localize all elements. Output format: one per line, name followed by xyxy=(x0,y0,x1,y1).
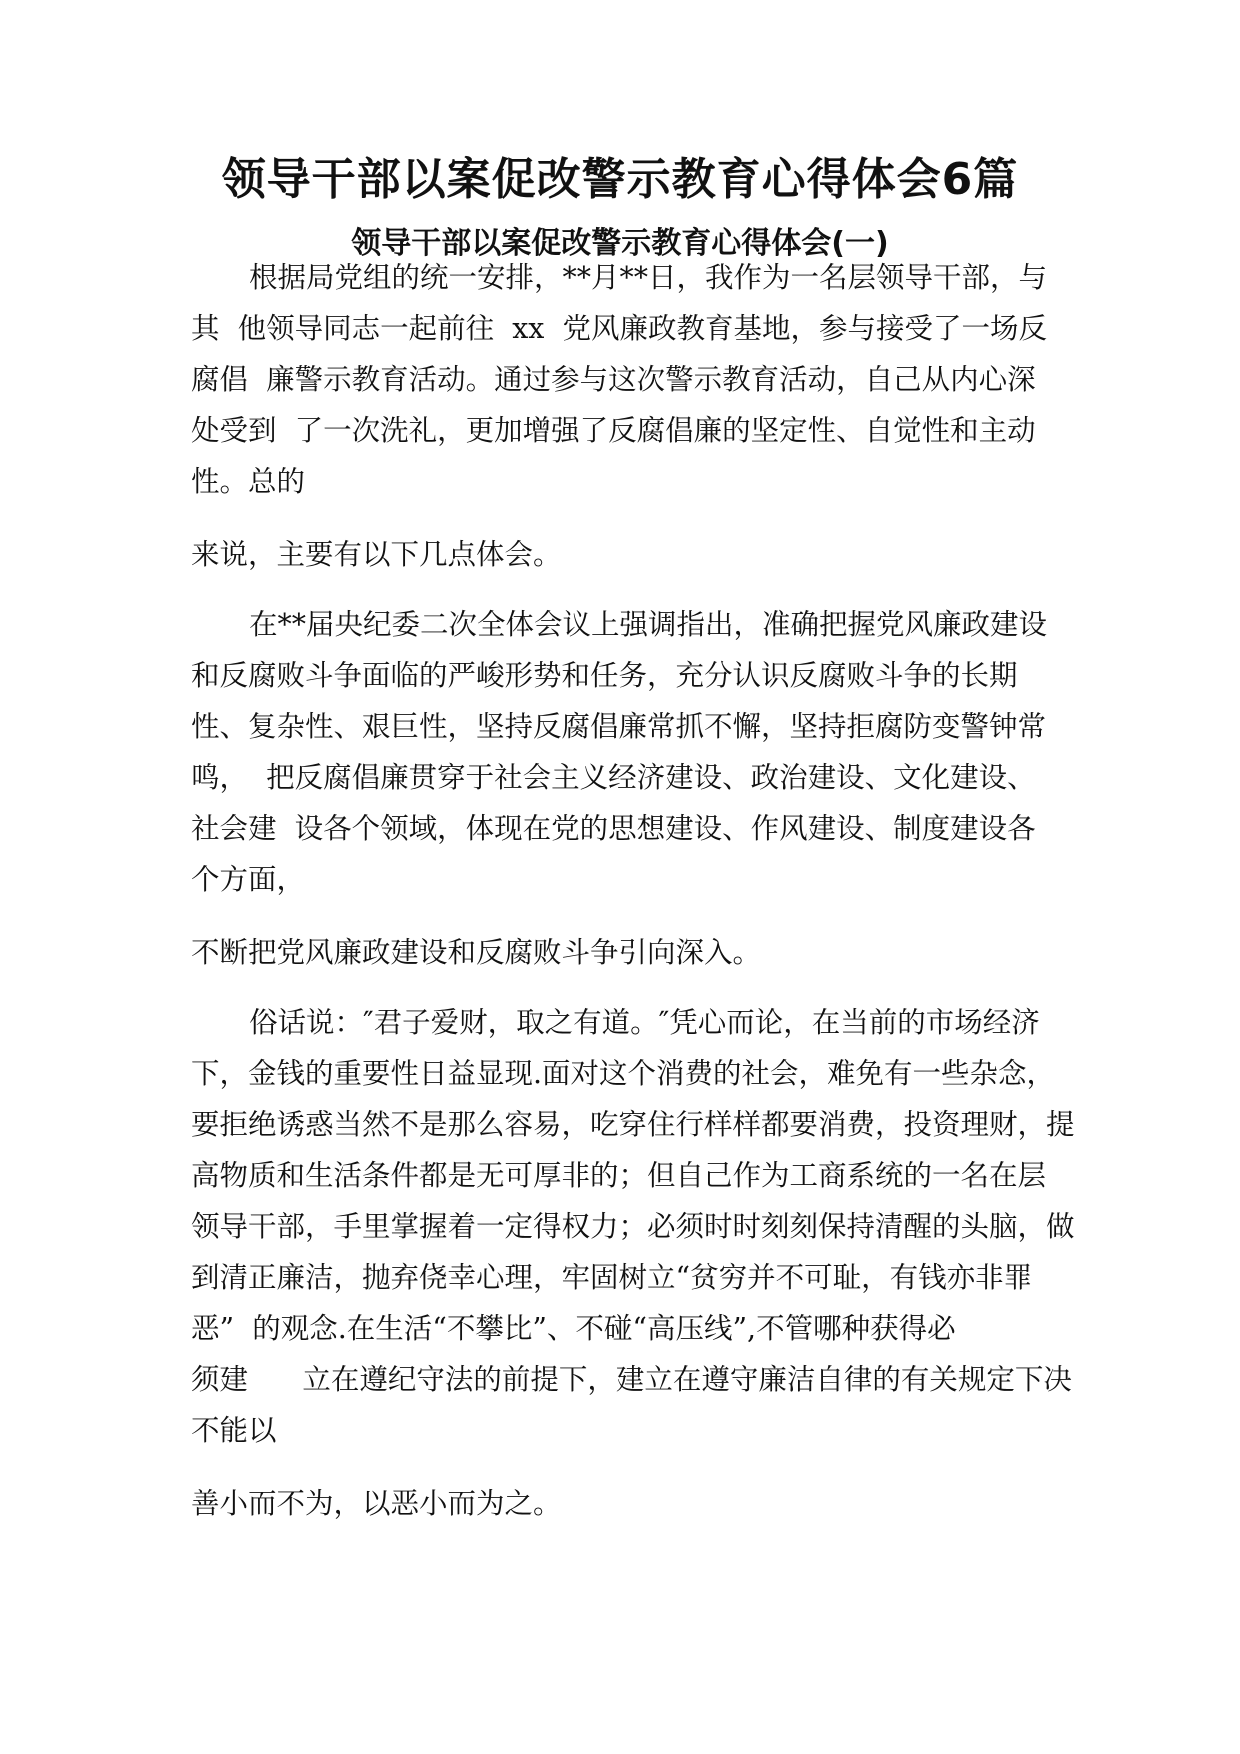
text-line: 到清正廉洁，抛弃侥幸心理，牢固树立“贫穷并不可耻，有钱亦非罪 xyxy=(191,1261,1033,1294)
text-line: 性。总的 xyxy=(191,465,306,498)
text-line: 不能以 xyxy=(191,1414,277,1447)
document-title: 领导干部以案促改警示教育心得体会6篇 xyxy=(221,154,1019,205)
text-line: 恶” 的观念.在生活“不攀比”、不碰“高压线”,不管哪种获得必 xyxy=(191,1312,956,1345)
text-line: 须建 立在遵纪守法的前提下，建立在遵守廉洁自律的有关规定下决 xyxy=(191,1363,1072,1396)
text-line: 在**届央纪委二次全体会议上强调指出，准确把握党风廉政建设 xyxy=(249,608,1048,641)
text-line: 鸣， 把反腐倡廉贯穿于社会主义经济建设、政治建设、文化建设、 xyxy=(191,761,1036,794)
text-line: 俗话说：″君子爱财，取之有道。″凭心而论，在当前的市场经济 xyxy=(249,1006,1040,1039)
text-line: 要拒绝诱惑当然不是那么容易，吃穿住行样样都要消费，投资理财，提 xyxy=(191,1108,1075,1141)
text-line: 处受到 了一次洗礼，更加增强了反腐倡廉的坚定性、自觉性和主动 xyxy=(191,414,1036,447)
text-line: 领导干部，手里掌握着一定得权力；必须时时刻刻保持清醒的头脑，做 xyxy=(191,1210,1075,1243)
text-line: 下，金钱的重要性日益显现.面对这个消费的社会，难免有一些杂念， xyxy=(191,1057,1056,1090)
text-line: 其 他领导同志一起前往 xx 党风廉政教育基地，参与接受了一场反 xyxy=(191,312,1048,345)
text-line: 高物质和生活条件都是无可厚非的；但自己作为工商系统的一名在层 xyxy=(191,1159,1047,1192)
text-line: 社会建 设各个领域，体现在党的思想建设、作风建设、制度建设各 xyxy=(191,812,1036,845)
text-line: 性、复杂性、艰巨性，坚持反腐倡廉常抓不懈，坚持拒腐防变警钟常 xyxy=(191,710,1047,743)
text-line: 来说，主要有以下几点体会。 xyxy=(191,538,562,571)
text-line: 不断把党风廉政建设和反腐败斗争引向深入。 xyxy=(191,936,762,969)
text-line: 善小而不为，以恶小而为之。 xyxy=(191,1487,562,1520)
text-line: 个方面， xyxy=(191,863,306,896)
text-line: 和反腐败斗争面临的严峻形势和任务，充分认识反腐败斗争的长期 xyxy=(191,659,1018,692)
text-line: 腐倡 廉警示教育活动。通过参与这次警示教育活动，自己从内心深 xyxy=(191,363,1036,396)
section-title: 领导干部以案促改警示教育心得体会(一) xyxy=(351,226,889,261)
text-line: 根据局党组的统一安排，**月**日，我作为一名层领导干部，与 xyxy=(249,261,1048,294)
